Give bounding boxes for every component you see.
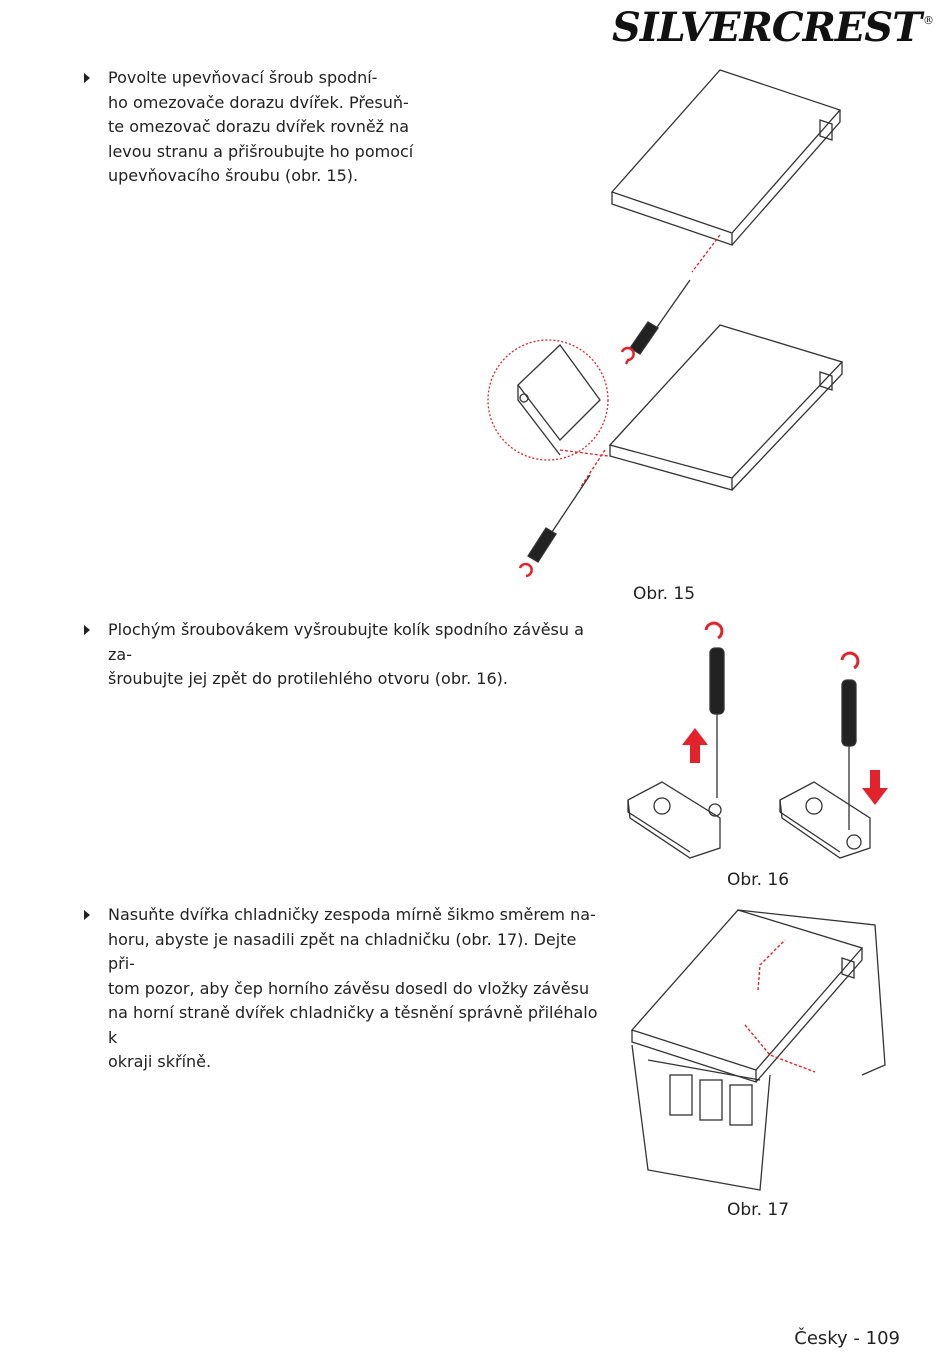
instruction-text-3: Nasuňte dvířka chladničky zespoda mírně šikmo směrem na- horu, abyste je nasadili zpět na chladničku (obr. 17). Dejte při- tom pozor, aby čep horního závěsu dosedl do vložky závěsu na horní straně dvířek chladničky a těsnění správně přiléhalo k okraji skříně. bbox=[108, 905, 598, 1071]
figure-16-illustration bbox=[628, 648, 870, 858]
rotate-arrow-icon bbox=[622, 348, 634, 364]
arrow-down-icon bbox=[862, 770, 888, 805]
figure-17-illustration bbox=[632, 910, 885, 1190]
figure-16-caption: Obr. 16 bbox=[727, 870, 790, 890]
figure-16-arrows bbox=[682, 728, 888, 805]
rotate-arrow-icon bbox=[520, 564, 532, 576]
figure-15-illustration bbox=[488, 70, 842, 562]
page-number: Česky - 109 bbox=[794, 1328, 900, 1349]
instruction-text-2: Plochým šroubovákem vyšroubujte kolík spodního závěsu a za- šroubujte jej zpět do protilehlého otvoru (obr. 16). bbox=[108, 620, 584, 688]
instruction-text-1: Povolte upevňovací šroub spodní- ho omezovače dorazu dvířek. Přesuň- te omezovač dorazu dvířek rovněž na levou stranu a přišroubujte ho pomocí upevňovacího šroubu (obr. 15). bbox=[108, 68, 414, 185]
rotate-arrow-icon bbox=[706, 623, 722, 638]
arrow-up-icon bbox=[682, 728, 708, 763]
figure-15-caption: Obr. 15 bbox=[633, 584, 696, 604]
rotate-arrow-icon bbox=[842, 653, 858, 668]
brand-logo: SILVERCREST ® bbox=[612, 4, 933, 51]
figure-17-caption: Obr. 17 bbox=[727, 1200, 790, 1220]
